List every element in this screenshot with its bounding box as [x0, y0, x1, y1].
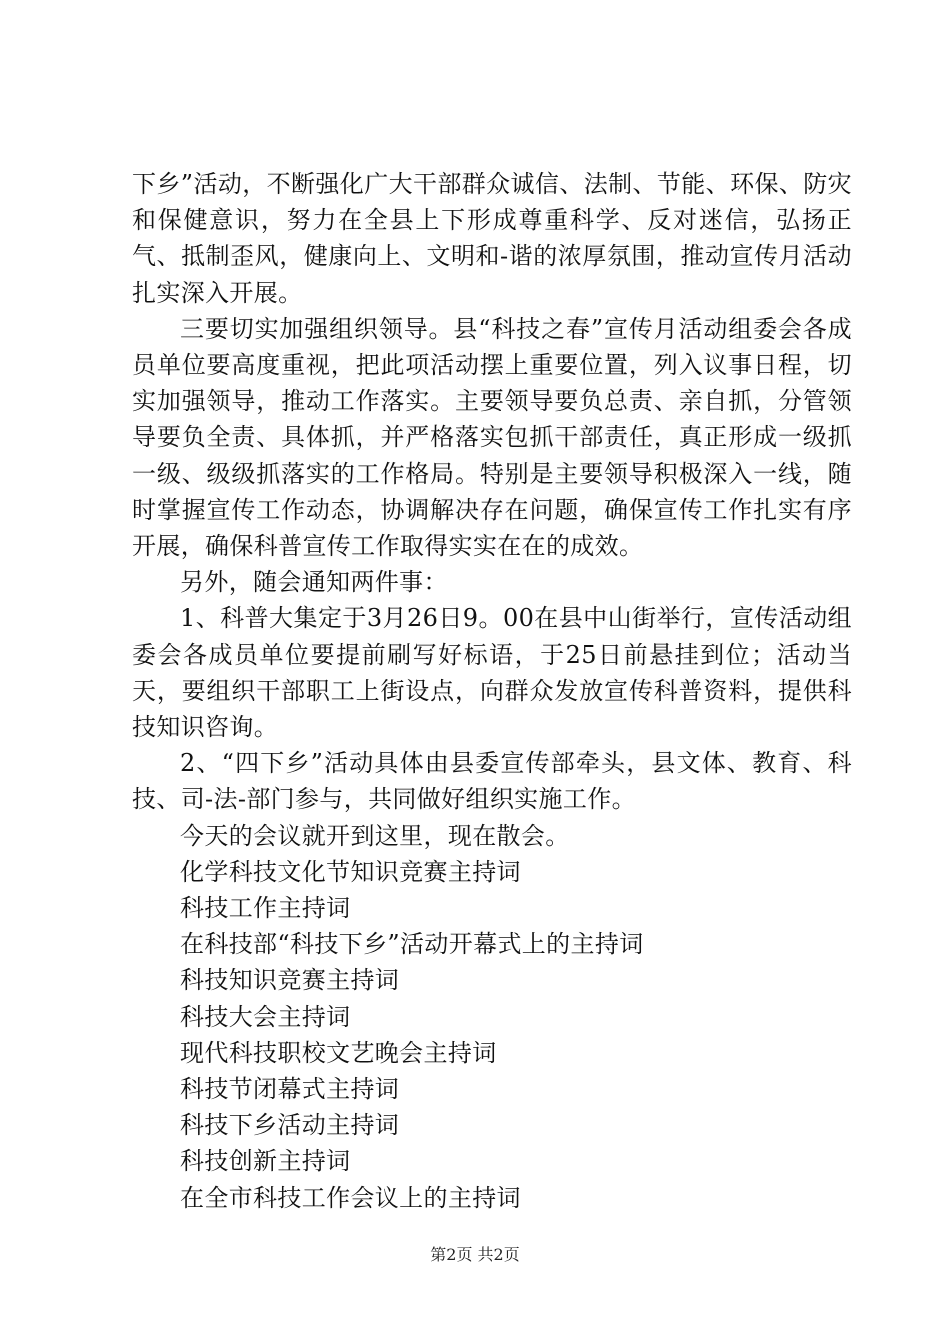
page-number-footer: 第2页 共2页	[430, 1245, 520, 1264]
related-title-5: 科技大会主持词	[180, 1002, 351, 1031]
related-title-10: 在全市科技工作会议上的主持词	[180, 1183, 521, 1212]
related-title-9: 科技创新主持词	[180, 1147, 351, 1176]
paragraph-5: 2、“四下乡”活动具体由县委宣传部牵头，县文体、教育、科技、司-法-部门参与，共同做好组织实施工作。	[132, 749, 852, 814]
related-title-3: 在科技部“科技下乡”活动开幕式上的主持词	[180, 930, 644, 959]
related-title-2: 科技工作主持词	[180, 894, 351, 923]
document-body	[132, 166, 852, 1216]
paragraph-6: 今天的会议就开到这里，现在散会。	[180, 821, 570, 850]
paragraph-2: 三要切实加强组织领导。县“科技之春”宣传月活动组委会各成员单位要高度重视，把此项活动摆上重要位置，列入议事日程，切实加强领导，推动工作落实。主要领导要负总责、亲自抓，分管领导要负全责、具体抓，并严格落实包抓干部责任，真正形成一级抓一级、级级抓落实的工作格局。特别是主要领导积极深入一线，随时掌握宣传工作动态，协调解决存在问题，确保宣传工作扎实有序开展，确保科普宣传工作取得实实在在的成效。	[132, 314, 852, 561]
paragraph-1: 下乡”活动，不断强化广大干部群众诚信、法制、节能、环保、防灾和保健意识，努力在全县上下形成尊重科学、反对迷信，弘扬正气、抵制歪风，健康向上、文明和-谐的浓厚氛围，推动宣传月活动扎实深入开展。	[132, 170, 852, 307]
related-title-1: 化学科技文化节知识竞赛主持词	[180, 857, 521, 886]
paragraph-4: 1、科普大集定于3月26日9。00在县中山街举行，宣传活动组委会各成员单位要提前刷写好标语，于25日前悬挂到位；活动当天，要组织干部职工上街设点，向群众发放宣传科普资料，提供科技知识咨询。	[132, 604, 852, 742]
paragraph-3: 另外，随会通知两件事：	[180, 568, 448, 597]
related-title-6: 现代科技职校文艺晚会主持词	[180, 1038, 497, 1067]
related-title-7: 科技节闭幕式主持词	[180, 1075, 400, 1104]
related-title-8: 科技下乡活动主持词	[180, 1111, 400, 1140]
related-title-4: 科技知识竞赛主持词	[180, 966, 400, 995]
